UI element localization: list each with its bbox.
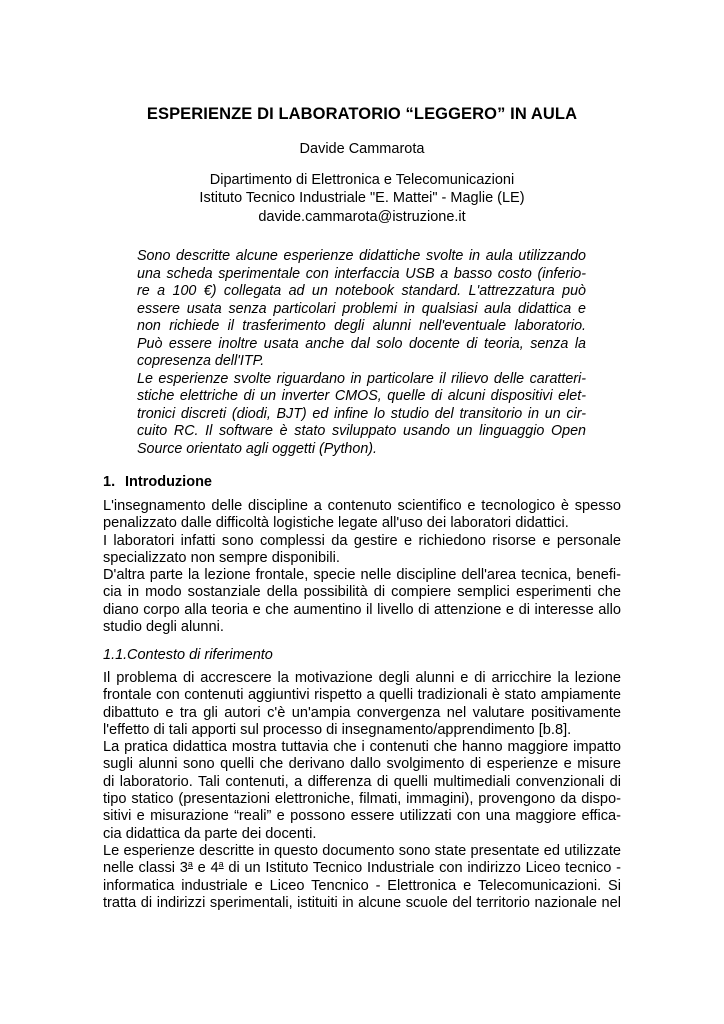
subsection-title: Contesto di riferimento [127, 647, 273, 663]
affiliation-department: Dipartimento di Elettronica e Telecomunicazioni [209, 172, 515, 188]
paragraph-line: informatica industriale e Liceo Tencnico - Elettronica e Telecomunicazioni. Si [103, 877, 621, 894]
paragraph-line: cia didattica da parte dei docenti. [103, 825, 317, 842]
section-number: 1. [103, 474, 116, 490]
abstract-line: non richiede il trasferimento degli alunni nell'eventuale laboratorio. [137, 318, 586, 334]
section-contesto-body [103, 670, 621, 912]
paragraph-line: Il problema di accrescere la motivazione degli alunni e di arricchire la lezione [103, 670, 621, 686]
ordinal-superscript: a [187, 859, 193, 870]
paragraph-line: di laboratorio. Tali contenuti, a differenza di quelli multimediali convenzionali di [103, 773, 621, 790]
paragraph-line: I laboratori infatti sono complessi da gestire e richiedono risorse e personale [103, 532, 621, 549]
section-title: Introduzione [125, 474, 212, 490]
paragraph-line: Le esperienze descritte in questo documento sono state presentate ed utilizzate [103, 842, 621, 859]
affiliation-institute: Istituto Tecnico Industriale "E. Mattei" - Maglie (LE) [199, 190, 525, 207]
abstract [137, 248, 586, 458]
paragraph-line: studio degli alunni. [103, 619, 224, 636]
abstract-line: Source orientato agli oggetti (Python). [137, 440, 378, 457]
subsection-number: 1.1. [103, 647, 128, 663]
paragraph-line: La pratica didattica mostra tuttavia che i contenuti che hanno maggiore impatto [103, 739, 621, 756]
paper-title: ESPERIENZE DI LABORATORIO “LEGGERO” IN AULA [146, 105, 578, 123]
abstract-line: Le esperienze svolte riguardano in particolare il rilievo delle caratteri- [137, 370, 586, 387]
classes-text-b: e 4 [192, 860, 219, 877]
abstract-line: copresenza dell'ITP. [137, 353, 265, 369]
paragraph-line: specializzato non sempre disponibili. [103, 549, 340, 566]
abstract-line: essere usata senza particolari problemi in qualsiasi aula didattica e [137, 300, 586, 317]
abstract-line: una scheda sperimentale con interfaccia USB a basso costo (inferio- [137, 265, 586, 282]
paragraph-line: tratta di indirizzi sperimentali, istituiti in alcune scuole del territorio nazionale nel [103, 894, 621, 911]
paragraph-line: frontale con contenuti aggiuntivi rispetto a quelli tradizionali è stato ampiamente [103, 687, 621, 704]
paragraph-line: D'altra parte la lezione frontale, specie nelle discipline dell'area tecnica, benefi- [103, 567, 621, 584]
classes-text-a: nelle classi 3 [103, 860, 188, 877]
ordinal-superscript: a [218, 859, 224, 870]
abstract-line: tronici discreti (diodi, BJT) ed infine lo studio del transitorio in un cir- [137, 405, 586, 422]
paragraph-line: l'effetto di tali apporti sul processo di insegnamento/apprendimento [b.8]. [103, 721, 572, 738]
author-name: Davide Cammarota [299, 141, 425, 157]
abstract-line: re a 100 €) collegata ad un notebook standard. L'attrezzatura può [137, 283, 586, 299]
abstract-line: cuito RC. Il software è stato sviluppato usando un linguaggio Open [137, 423, 586, 439]
paragraph-line: L'insegnamento delle discipline a contenuto scientifico e tecnologico è spesso [103, 498, 621, 514]
paragraph-line: cia in modo sostanziale della possibilità di compiere semplici esperimenti che [103, 584, 621, 601]
paragraph-line: sugli alunni sono quelli che derivano dallo svolgimento di esperienze e misure [103, 756, 621, 773]
author-email: davide.cammarota@istruzione.it [258, 208, 466, 225]
abstract-line: Può essere inoltre usata anche dal solo docente di teoria, senza la [137, 335, 586, 352]
subsection-heading-contesto [103, 646, 273, 664]
paragraph-line: sitivi e misurazione “reali” e possono essere utilizzati con una maggiore effica- [103, 808, 621, 825]
paragraph-line-classes [103, 860, 621, 877]
abstract-line: Sono descritte alcune esperienze didattiche svolte in aula utilizzando [137, 248, 586, 264]
abstract-line: stiche elettriche di un inverter CMOS, quelle di alcuni dispositivi elet- [137, 388, 586, 404]
classes-text-c: di un Istituto Tecnico Industriale con indirizzo Liceo tecnico - [223, 860, 621, 877]
paragraph-line: dibattuto e tra gli autori c'è un'ampia convergenza nel valutare positivamente [103, 704, 621, 721]
section-intro-body [103, 498, 621, 636]
section-heading-introduzione [103, 473, 212, 491]
paragraph-line: penalizzato dalle difficoltà logistiche legate all'uso dei laboratori didattici. [103, 515, 569, 532]
affiliation-block [0, 171, 724, 226]
paragraph-line: diano corpo alla teoria e che aumentino il livello di attenzione e di interesse allo [103, 601, 621, 618]
paragraph-line: tipo statico (presentazioni elettroniche, filmati, immagini), provengono da dispo- [103, 791, 621, 808]
